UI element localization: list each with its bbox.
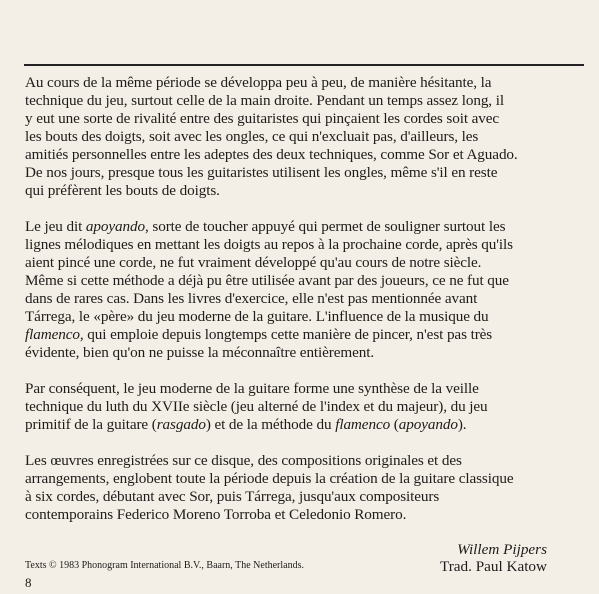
text-line: technique du luth du XVIIe siècle (jeu alterné de l'index et du majeur), du jeu [25, 398, 488, 415]
text-line: Le jeu dit apoyando, sorte de toucher appuyé qui permet de souligner surtout les [25, 218, 506, 235]
text-line: les bouts des doigts, soit avec les ongles, ce qui n'excluait pas, d'ailleurs, les [25, 128, 479, 145]
paragraph-1 [25, 74, 590, 200]
text-line: contemporains Federico Moreno Torroba et Celedonio Romero. [25, 506, 407, 523]
text-line: Tárrega, le «père» du jeu moderne de la guitare. L'influence de la musique du [25, 308, 489, 325]
italic-term: apoyando [85, 218, 146, 235]
article-body [25, 74, 590, 542]
italic-term: flamenco [335, 416, 391, 433]
text-line: Au cours de la même période se développa peu à peu, de manière hésitante, la [25, 74, 492, 91]
italic-term: apoyando [398, 416, 458, 433]
paragraph-4 [25, 452, 590, 524]
text-line: De nos jours, presque tous les guitaristes utilisent les ongles, même s'il en reste [25, 164, 498, 181]
translator-credit: Trad. Paul Katow [439, 558, 547, 575]
text-line: Par conséquent, le jeu moderne de la guitare forme une synthèse de la veille [25, 380, 479, 397]
top-rule [24, 64, 584, 66]
text-line: y eut une sorte de rivalité entre des guitaristes qui pinçaient les cordes soit avec [25, 110, 500, 127]
text-line: flamenco, qui emploie depuis longtemps cette manière de pincer, n'est pas très [25, 326, 493, 343]
paragraph-3 [25, 380, 590, 434]
italic-term: rasgado [156, 416, 206, 433]
copyright-notice: Texts © 1983 Phonogram International B.V., Baarn, The Netherlands. [25, 560, 304, 571]
page-number: 8 [25, 575, 32, 590]
text-line: qui préfèrent les bouts de doigts. [25, 182, 220, 199]
text-line: technique du jeu, surtout celle de la main droite. Pendant un temps assez long, il [25, 92, 504, 109]
text-line: arrangements, englobent toute la période depuis la création de la guitare classique [25, 470, 514, 487]
text-line: primitif de la guitare (rasgado) et de la méthode du flamenco (apoyando). [25, 416, 467, 433]
text-line: évidente, bien qu'on ne puisse la méconnaître entièrement. [25, 344, 375, 361]
italic-term: flamenco [25, 326, 80, 343]
text-line: Même si cette méthode a déjà pu être utilisée avant par des joueurs, ce ne fut que [25, 272, 509, 289]
text-line: aient pincé une corde, ne fut vraiment développé qu'au cours de notre siècle. [25, 254, 482, 271]
text-line: Les œuvres enregistrées sur ce disque, des compositions originales et des [25, 452, 462, 469]
text-line: dans de rares cas. Dans les livres d'exercice, elle n'est pas mentionnée avant [25, 290, 478, 307]
author-name: Willem Pijpers [457, 541, 547, 558]
signature-block [440, 541, 547, 575]
paragraph-2 [25, 218, 590, 362]
text-line: lignes mélodiques en mettant les doigts au repos à la prochaine corde, après qu'ils [25, 236, 513, 253]
text-line: à six cordes, débutant avec Sor, puis Tárrega, jusqu'aux compositeurs [25, 488, 440, 505]
text-line: amitiés personnelles entre les adeptes des deux techniques, comme Sor et Aguado. [25, 146, 518, 163]
